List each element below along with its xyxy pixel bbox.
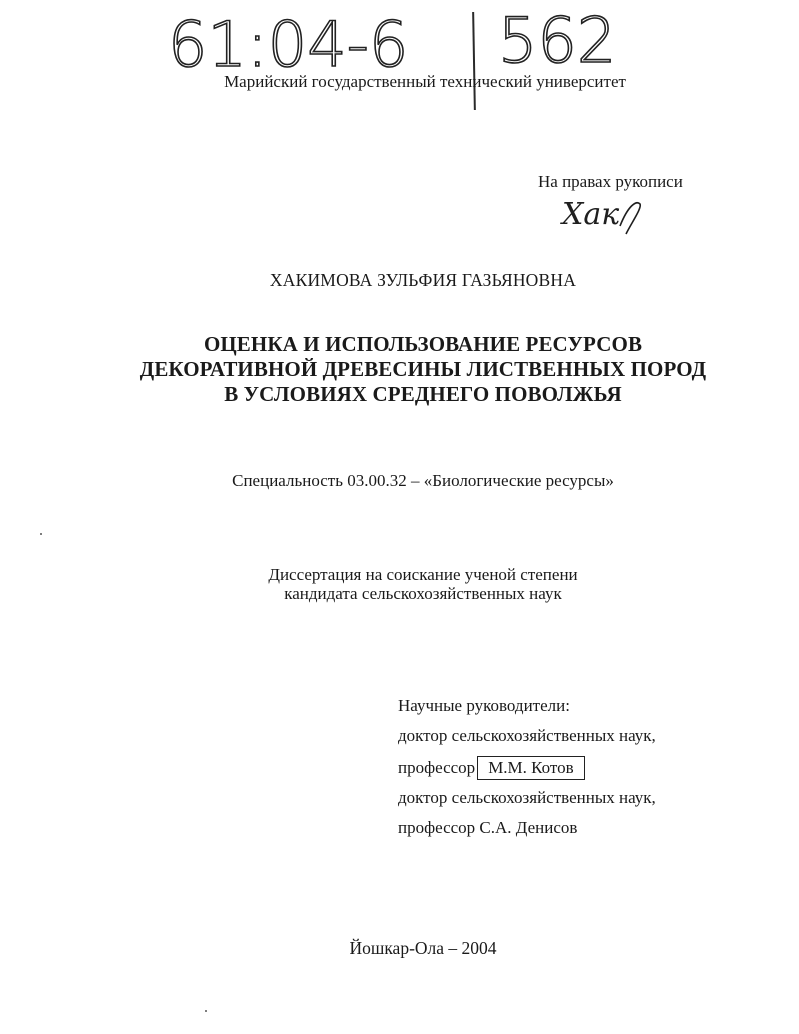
dissertation-line-2: кандидата сельскохозяйственных наук (284, 584, 562, 603)
handwritten-signature (558, 196, 648, 236)
scan-speck (205, 1010, 207, 1012)
rights-notice: На правах рукописи (538, 172, 683, 191)
supervisor-2-degree: доктор сельскохозяйственных наук, (398, 788, 656, 807)
supervisors-label: Научные руководители: (398, 696, 570, 715)
dissertation-line-1: Диссертация на соискание ученой степени (268, 565, 578, 584)
author-name: ХАКИМОВА ЗУЛЬФИЯ ГАЗЬЯНОВНА (269, 270, 577, 290)
supervisor-2: профессор С.А. Денисов (398, 818, 578, 837)
title-line-1: ОЦЕНКА И ИСПОЛЬЗОВАНИЕ РЕСУРСОВ (203, 332, 643, 356)
title-line-2: ДЕКОРАТИВНОЙ ДРЕВЕСИНЫ ЛИСТВЕННЫХ ПОРОД (139, 357, 707, 381)
city-year: Йошкар-Ола – 2004 (349, 938, 497, 958)
speciality: Специальность 03.00.32 – «Биологические ресурсы» (232, 471, 614, 490)
supervisor-1 (398, 756, 585, 780)
scan-speck (40, 533, 42, 535)
supervisor-1-name-box: М.М. Котов (477, 756, 584, 780)
supervisor-1-degree: доктор сельскохозяйственных наук, (398, 726, 656, 745)
university-name: Марийский государственный технический университет (224, 72, 626, 91)
archive-code-number: 562 (498, 4, 617, 77)
signature-drawing (558, 196, 648, 236)
supervisor-1-title: профессор (398, 758, 476, 777)
archive-code-text: 61:04-6 (168, 8, 409, 81)
title-line-3: В УСЛОВИЯХ СРЕДНЕГО ПОВОЛЖЬЯ (224, 382, 622, 406)
signature-flourish (620, 203, 640, 234)
signature-text: Хак (562, 197, 620, 232)
